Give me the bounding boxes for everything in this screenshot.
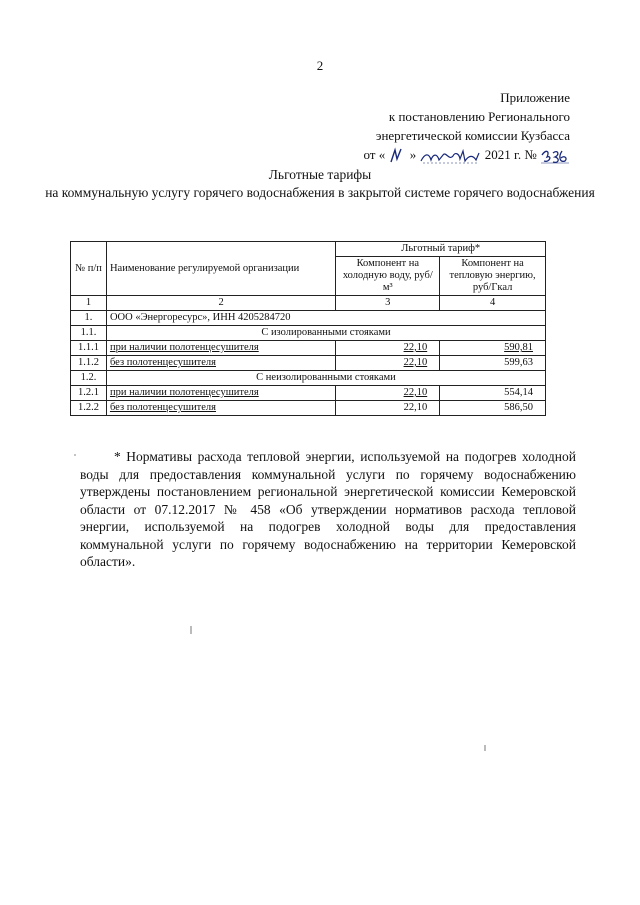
row-num: 1.2.2 — [71, 401, 107, 416]
header-cold: Компонент на холодную воду, руб/м³ — [336, 257, 440, 296]
appendix-title: Приложение — [500, 90, 570, 105]
date-prefix: от « — [363, 147, 386, 162]
row-cold: 22,10 — [336, 401, 440, 416]
index-cell: 1 — [71, 296, 107, 311]
row-num: 1.1.2 — [71, 356, 107, 371]
title-line-2: на коммунальную услугу горячего водоснабжения в закрытой системе горячего водоснабжения — [45, 185, 595, 200]
header-org: Наименование регулируемой организации — [106, 242, 335, 296]
footnote-text: * Нормативы расхода тепловой энергии, используемой на подогрев холодной воды для предоставления коммунальной услуги по горячему водоснабжению утверждены постановлением региональной энергетической комиссии Кемеровской области от 07.12.2017 № 458 «Об утверждении нормативов расхода тепловой энергии, используемой на подогрев холодной воды для предоставления коммунальной услуги по горячему водоснабжению на территории Кемеровской области». — [80, 449, 576, 569]
row-cold: 22,10 — [336, 356, 440, 371]
appendix-line-2: к постановлению Регионального — [388, 109, 570, 124]
group-num: 1.1. — [71, 326, 107, 341]
appendix-line-3: энергетической комиссии Кузбасса — [375, 128, 570, 143]
org-num: 1. — [71, 311, 107, 326]
row-cold: 22,10 — [336, 341, 440, 356]
row-heat: 599,63 — [440, 356, 546, 371]
row-num: 1.2.1 — [71, 386, 107, 401]
header-heat: Компонент на тепловую энергию, руб/Гкал — [440, 257, 546, 296]
row-name: без полотенцесушителя — [106, 356, 335, 371]
group-label: С изолированными стояками — [106, 326, 545, 341]
org-name: ООО «Энергоресурс», ИНН 4205284720 — [106, 311, 545, 326]
date-year: 2021 г. № — [484, 147, 537, 162]
row-name: без полотенцесушителя — [106, 401, 335, 416]
row-name: при наличии полотенцесушителя — [106, 341, 335, 356]
row-num: 1.1.1 — [71, 341, 107, 356]
page-number: 2 — [316, 58, 324, 73]
row-name: при наличии полотенцесушителя — [106, 386, 335, 401]
row-cold: 22,10 — [336, 386, 440, 401]
header-num: № п/п — [71, 242, 107, 296]
group-num: 1.2. — [71, 371, 107, 386]
group-label: С неизолированными стояками — [106, 371, 545, 386]
row-heat: 590,81 — [440, 341, 546, 356]
index-cell: 4 — [440, 296, 546, 311]
index-cell: 3 — [336, 296, 440, 311]
title-line-1: Льготные тарифы — [268, 167, 372, 182]
row-heat: 554,14 — [440, 386, 546, 401]
date-mid: » — [409, 147, 417, 162]
index-cell: 2 — [106, 296, 335, 311]
header-tariff: Льготный тариф* — [336, 242, 546, 257]
row-heat: 586,50 — [440, 401, 546, 416]
